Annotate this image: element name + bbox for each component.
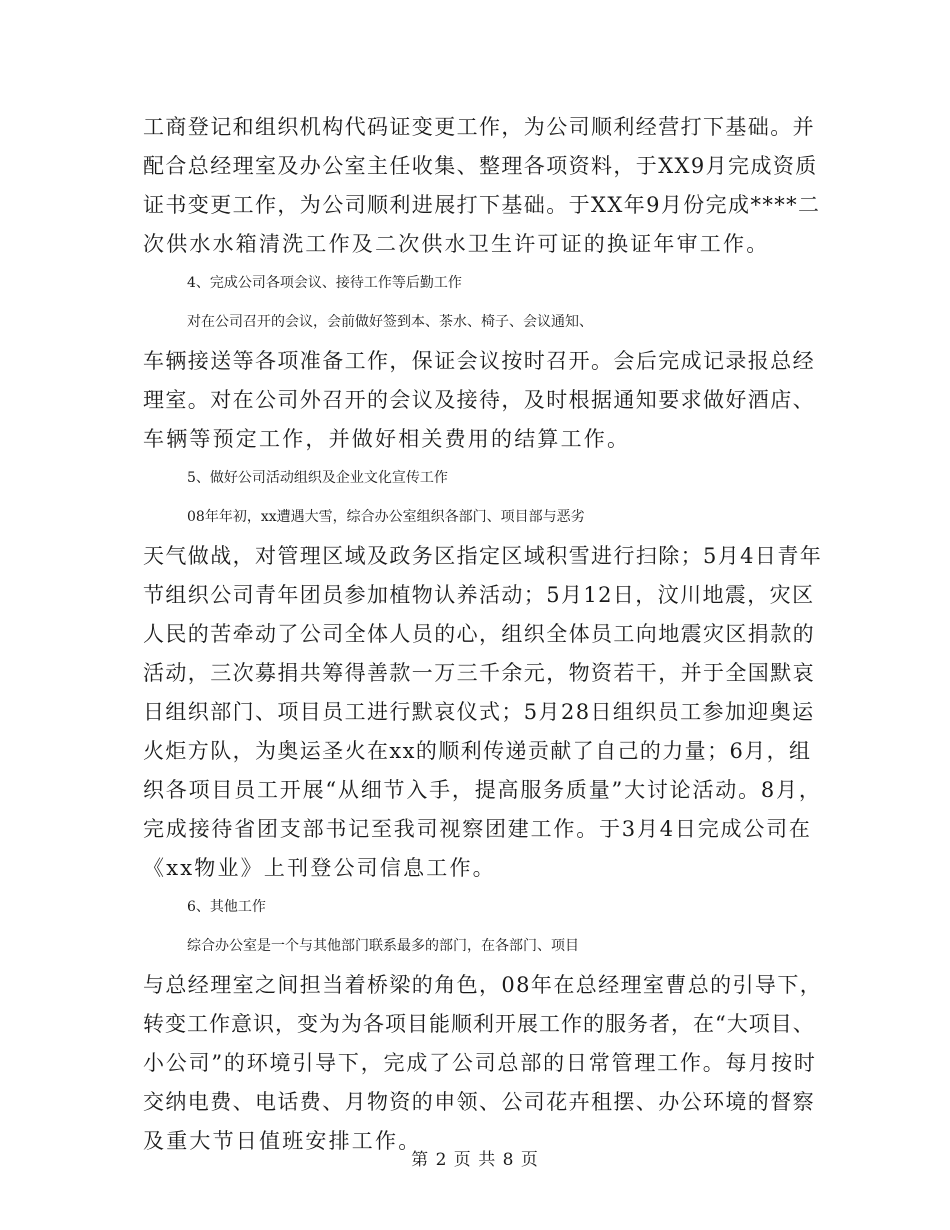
text-line: 车辆接送等各项准备工作，保证会议按时召开。会后完成记录报总经 (143, 349, 815, 373)
text-line: 配合总经理室及办公室主任收集、整理各项资料，于XX9月完成资质 (143, 154, 818, 178)
text-line: 节组织公司青年团员参加植物认养活动；5月12日，汶川地震，灾区 (143, 583, 815, 607)
text-line: 工商登记和组织机构代码证变更工作，为公司顺利经营打下基础。并 (143, 115, 815, 139)
text-line: 火炬方队，为奥运圣火在xx的顺利传递贡献了自己的力量；6月，组 (143, 739, 812, 763)
text-line: 完成接待省团支部书记至我司视察团建工作。于3月4日完成公司在 (143, 817, 812, 841)
text-line: 理室。对在公司外召开的会议及接待，及时根据通知要求做好酒店、 (143, 388, 815, 412)
text-line: 人民的苦牵动了公司全体人员的心，组织全体员工向地震灾区捐款的 (143, 622, 815, 646)
section-heading: 4、完成公司各项会议、接待工作等后勤工作 (187, 275, 462, 291)
text-line: 《xx物业》上刊登公司信息工作。 (143, 856, 496, 880)
text-line: 小公司”的环境引导下，完成了公司总部的日常管理工作。每月按时 (143, 1051, 817, 1075)
text-line: 与总经理室之间担当着桥梁的角色，08年在总经理室曹总的引导下， (143, 973, 823, 997)
text-line: 日组织部门、项目员工进行默哀仪式；5月28日组织员工参加迎奥运 (143, 700, 815, 724)
section-heading: 5、做好公司活动组织及企业文化宣传工作 (187, 470, 448, 486)
text-line: 活动，三次募捐共筹得善款一万三千余元，物资若干，并于全国默哀 (143, 661, 815, 685)
text-line: 转变工作意识，变为为各项目能顺利开展工作的服务者，在“大项目、 (143, 1012, 815, 1036)
text-line: 及重大节日值班安排工作。 (143, 1129, 422, 1153)
text-line: 证书变更工作，为公司顺利进展打下基础。于XX年9月份完成****二 (143, 193, 821, 217)
text-line: 综合办公室是一个与其他部门联系最多的部门，在各部门、项目 (187, 938, 579, 954)
text-line: 织各项目员工开展“从细节入手，提高服务质量”大讨论活动。8月， (143, 778, 822, 802)
text-line: 对在公司召开的会议，会前做好签到本、茶水、椅子、会议通知、 (187, 314, 593, 330)
text-line: 08年年初，xx遭遇大雪，综合办公室组织各部门、项目部与恶劣 (187, 509, 585, 525)
text-line: 次供水水箱清洗工作及二次供水卫生许可证的换证年审工作。 (143, 232, 770, 256)
text-line: 车辆等预定工作，并做好相关费用的结算工作。 (143, 427, 631, 451)
text-line: 天气做战，对管理区域及政务区指定区域积雪进行扫除；5月4日青年 (143, 544, 823, 568)
text-line: 交纳电费、电话费、月物资的申领、公司花卉租摆、办公环境的督察 (143, 1090, 815, 1114)
section-heading: 6、其他工作 (187, 899, 266, 915)
page-number-footer: 第 2 页 共 8 页 (411, 1150, 539, 1170)
